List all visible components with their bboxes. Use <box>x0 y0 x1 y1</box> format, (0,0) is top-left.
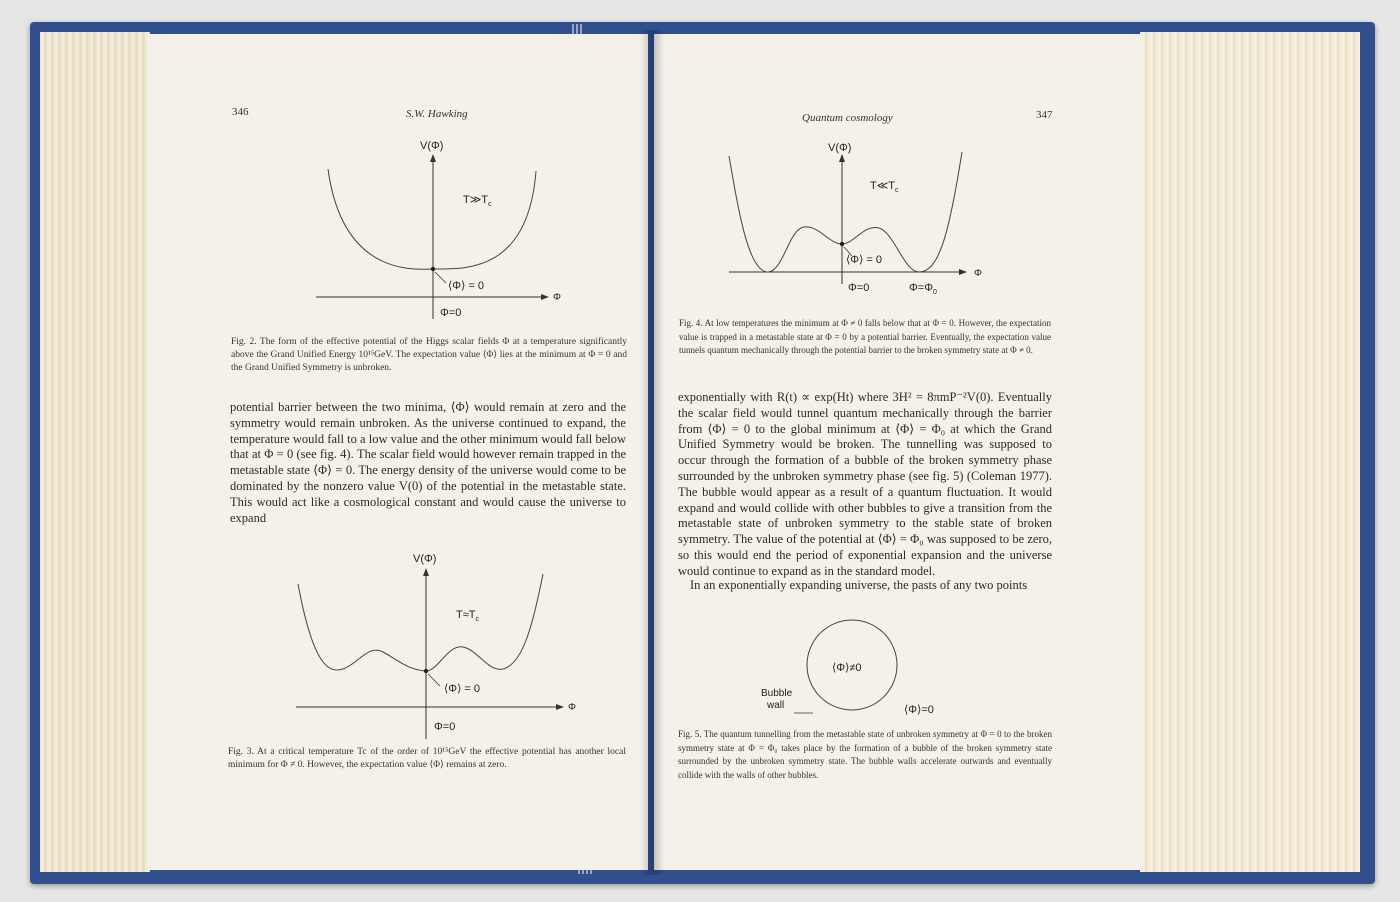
fig4-x-arrow <box>959 269 967 275</box>
figure-4 <box>724 134 994 304</box>
fig4-origin-label: Φ=0 <box>848 282 870 294</box>
fig3-minimum-dot <box>424 669 428 673</box>
fig5-caption: Fig. 5. The quantum tunnelling from the metastable state of unbroken symmetry at Φ = 0 to the broken symmetry state at Φ = Φ₀ takes place by the formation of a bubble of the broken symmetry state surrounded by the unbroken symmetry state. The bubble walls accelerate outwards and eventually collide with the walls of other bubbles. <box>678 729 1052 780</box>
figure-3 <box>288 544 588 744</box>
fig4-min2-label: $\Phi=\Phi_0$ <box>909 282 937 296</box>
fig3-caption: Fig. 3. At a critical temperature Tc of the order of 10¹⁵GeV the effective potential has another local minimum for Φ ≠ 0. However, the expectation value ⟨Φ⟩ remains at zero. <box>228 747 626 770</box>
fig5-wall-label-1: Bubble <box>761 688 793 699</box>
fig3-origin-label: Φ=0 <box>434 721 456 733</box>
fig2-potential-curve <box>328 169 536 269</box>
fig2-min-label: ⟨Φ⟩ = 0 <box>448 280 485 292</box>
book-gutter <box>640 30 664 875</box>
fig3-min-label: ⟨Φ⟩ = 0 <box>444 683 481 695</box>
fig2-pointer <box>435 272 446 283</box>
fig2-minimum-dot <box>431 267 435 271</box>
fig4-caption: Fig. 4. At low temperatures the minimum at Φ ≠ 0 falls below that at Φ = 0. However, the expectation value is trapped in a metastable state at Φ = 0 by a potential barrier. Eventually, the expectation value tunnels quantum mechanically through the potential barrier to the broken symmetry state at Φ ≠ 0. <box>679 318 1051 355</box>
running-head-left: S.W. Hawking <box>406 108 468 120</box>
fig3-y-arrow <box>423 568 429 576</box>
page-edges-right <box>1140 32 1360 872</box>
right-body-text-2: In an exponentially expanding universe, the pasts of any two points <box>690 578 1028 592</box>
fig2-caption: Fig. 2. The form of the effective potential of the Higgs scalar fields Φ at a temperature significantly above the Grand Unified Energy 10¹⁵GeV. The expectation value ⟨Φ⟩ lies at the minimum at Φ = 0 and the Grand Unified Symmetry is unbroken. <box>231 337 627 373</box>
right-page <box>654 34 1144 870</box>
right-body-text-1: exponentially with R(t) ∝ exp(Ht) where 3H² = 8πmP⁻²V(0). Eventually the scalar field would tunnel quantum mechanically through the barrier from ⟨Φ⟩ = 0 to the global minimum at ⟨Φ⟩ = Φ₀ at which the Grand Unified Symmetry would be broken. The tunnelling was supposed to occur through the formation of a bubble of the broken symmetry phase surrounded by the unbroken symmetry phase (see fig. 5) (Coleman 1977). The bubble would appear as a result of a quantum fluctuation. It would expand and would collide with other bubbles to give a transition from the metastable state of unbroken symmetry to the stable state of broken symmetry. The value of the potential at ⟨Φ⟩ = Φ₀ was supposed to be zero, so this would end the period of exponential expansion and the universe would continue to expand as in the standard model. <box>678 390 1052 578</box>
figure-2 <box>308 129 561 324</box>
fig2-x-arrow <box>541 294 549 300</box>
fig4-min-label: ⟨Φ⟩ = 0 <box>846 254 883 266</box>
page-number-right: 347 <box>1036 109 1053 121</box>
fig3-x-arrow <box>556 704 564 710</box>
fig4-axis-label: Φ <box>974 268 982 279</box>
fig4-y-arrow <box>839 154 845 162</box>
fig5-inside-label: ⟨Φ⟩≠0 <box>832 662 862 674</box>
fig5-outside-label: ⟨Φ⟩=0 <box>904 704 934 716</box>
fig3-axis-label: Φ <box>568 702 576 713</box>
fig3-ylabel: V(Φ) <box>413 553 437 565</box>
fig3-temp-label: $T\approx T_c$ <box>456 609 479 623</box>
fig5-wall-label-2: wall <box>767 700 785 711</box>
fig2-ylabel: V(Φ) <box>420 140 444 152</box>
page-edges-left <box>40 32 150 872</box>
running-head-right: Quantum cosmology <box>802 112 893 124</box>
fig2-y-arrow <box>430 154 436 162</box>
left-page <box>148 34 648 870</box>
fig4-ylabel: V(Φ) <box>828 142 852 154</box>
fig2-temp-label: $T≫T_c$ <box>463 194 492 208</box>
fig4-temp-label: $T≪T_c$ <box>870 180 899 194</box>
figure-5 <box>759 609 959 729</box>
fig2-axis-label: Φ <box>553 292 561 303</box>
fig2-origin-label: Φ=0 <box>440 307 462 319</box>
page-number-left: 346 <box>232 106 249 118</box>
fig3-potential-curve <box>298 574 543 671</box>
fig3-pointer <box>428 674 440 686</box>
left-body-text: potential barrier between the two minima, ⟨Φ⟩ would remain at zero and the symmetry would remain unbroken. As the universe continued to expand, the temperature would fall to a low value and the other minimum would fall below that at Φ = 0 (see fig. 4). The scalar field would however remain trapped in the metastable state ⟨Φ⟩ = 0. The energy density of the universe would come to be dominated by the nonzero value V(0) of the potential in the metastable state. This would act like a cosmological constant and would cause the universe to expand <box>230 400 626 525</box>
fig4-minimum-dot <box>840 242 844 246</box>
